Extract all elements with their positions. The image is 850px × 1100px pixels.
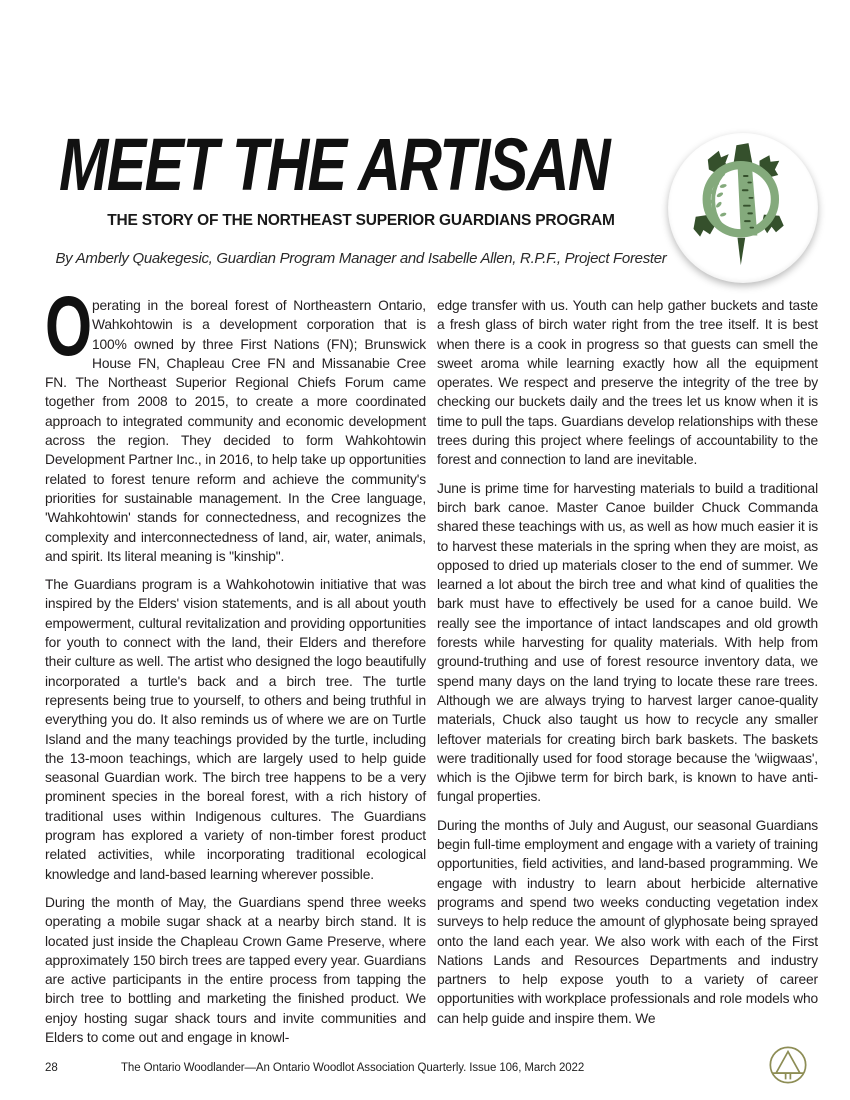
paragraph: June is prime time for harvesting materials to build a traditional birch bark canoe. Master Canoe builder Chuck Commanda shared these teachings with us, as well as how much easier it is to harvest these materials in the spring when they are moist, as opposed to dried up materials closer to the end of summer. We learned a lot about the birch tree and what kind of qualities the bark must have to effectively be used for a canoe build. We really see the importance of intact landscapes and old growth forests while harvesting for quality materials. With help from ground-truthing and use of forest resource inventory data, we spend many days on the land trying to locate these rare trees. Although we are always trying to harvest larger canoe-quality materials, Chuck also taught us how to recycle any smaller leftover materials for creating birch bark baskets. The baskets were traditionally used for food storage because the 'wiigwaas', which is the Ojibwe term for birch bark, is known to have anti-fungal properties.: [437, 480, 818, 805]
article-subtitle: THE STORY OF THE NORTHEAST SUPERIOR GUARDIANS PROGRAM: [107, 212, 615, 229]
paragraph: During the months of July and August, our seasonal Guardians begin full-time employment and engage with a variety of training opportunities, field activities, and land-based programming. We engage with industry to learn about herbicide alternative programs and spend two weeks conducting vegetation index surveys to help reduce the amount of glyphosate being sprayed onto the land each year. We also work with each of the First Nations Lands and Resources Departments and industry partners to help expose youth to a variety of career opportunities with workplace professionals and role models who can help guide and inspire them. We: [437, 817, 818, 1026]
paragraph: edge transfer with us. Youth can help gather buckets and taste a fresh glass of birch water right from the tree itself. It is best when there is a cook in progress so that guests can smell the sweet aroma while learning exactly how all the equipment operates. We respect and preserve the integrity of the tree by checking our buckets daily and the trees let us know when it is time to pull the taps. Guardians develop relationships with these trees during this project where feelings of accountability to the forest and connection to land are inevitable.: [437, 298, 818, 468]
paragraph: [45, 279, 426, 566]
paragraph-text: perating in the boreal forest of Northeastern Ontario, Wahkohtowin is a development corporation that is 100% owned by three First Nations (FN); Brunswick House FN, Chapleau Cree FN and Missanabie Cree FN. The Northeast Superior Regional Chiefs Forum came together from 2008 to 2015, to create a more coordinated approach to integrated community and economic development across the region. They decided to form Wahkohtowin Development Partner Inc., in 2016, to help take up opportunities related to forest tenure reform and achieve the community's priorities for sustainable management. In the Cree language, 'Wahkohtowin' stands for connectedness, and recognizes the complexity and interconnectedness of land, air, water, animals, and spirit. Its literal meaning is "kinship".: [45, 298, 426, 564]
turtle-birch-logo-icon: [677, 142, 809, 274]
paragraph: The Guardians program is a Wahkohotowin initiative that was inspired by the Elders' vision statements, and is all about youth empowerment, cultural revitalization and providing opportunities for youth to connect with the land, their Elders and therefore their culture as well. The artist who designed the logo beautifully incorporated a turtle's back and a birch tree. The turtle represents being true to yourself, to others and being truthful in everything you do. It also reminds us of where we are on Turtle Island and the many teachings provided by the turtle, including the 13-moon teachings, which are largely used to help guide seasonal Guardian work. The birch tree happens to be a very prominent species in the boreal forest, with a rich history of traditional uses within Indigenous cultures. The Guardians program has explored a variety of non-timber forest product related activities, while incorporating traditional ecological knowledge and land-based learning wherever possible.: [45, 577, 426, 882]
footer-credit: The Ontario Woodlander—An Ontario Woodlot Association Quarterly. Issue 106, March 2022: [121, 1062, 585, 1074]
turtle-logo: [668, 133, 818, 283]
woodlot-association-logo-icon: [767, 1044, 809, 1086]
article-body: [45, 279, 818, 1056]
page-footer: [45, 1060, 805, 1100]
page-title: MEET THE ARTISAN: [59, 123, 609, 206]
page-number: 28: [45, 1062, 58, 1074]
right-column: [437, 296, 818, 1056]
drop-cap: O: [45, 279, 92, 373]
article-header: [45, 123, 677, 267]
paragraph: During the month of May, the Guardians spend three weeks operating a mobile sugar shack at a nearby birch stand. It is located just inside the Chapleau Crown Game Preserve, where approximately 150 birch trees are tapped every year. Guardians are active participants in the entire process from tapping the birch tree to bottling and marketing the finished product. We enjoy hosting sugar shack tours and invite communities and Elders to come out and engage in knowl-: [45, 894, 426, 1045]
left-column: [45, 279, 426, 1056]
article-byline: By Amberly Quakegesic, Guardian Program Manager and Isabelle Allen, R.P.F., Project Forester: [55, 250, 667, 267]
